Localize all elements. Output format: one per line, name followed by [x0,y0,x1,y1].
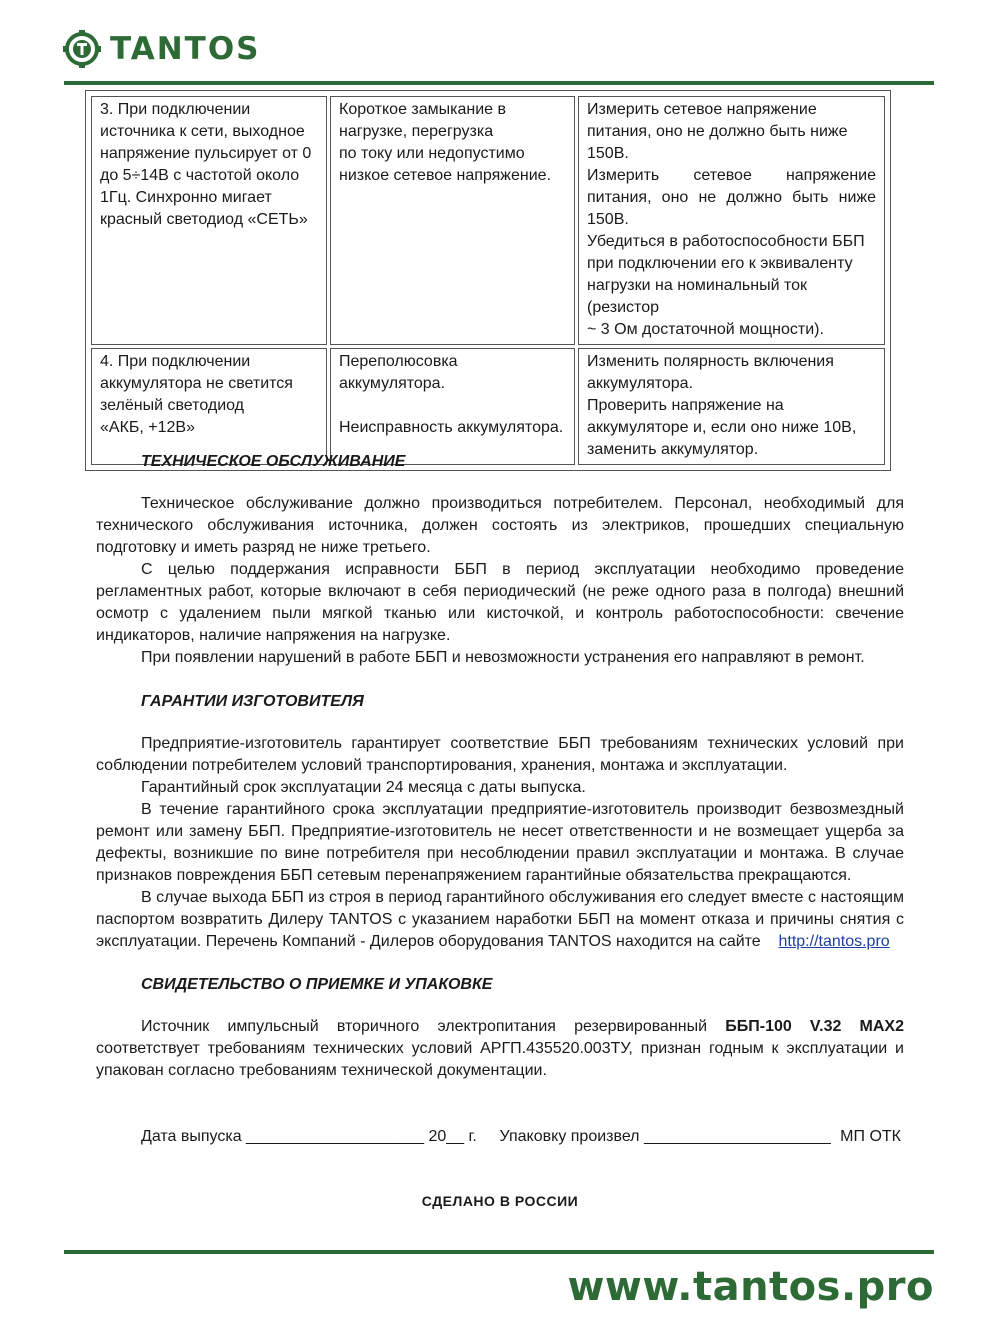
maintenance-heading: ТЕХНИЧЕСКОЕ ОБСЛУЖИВАНИЕ [141,453,406,470]
fault-table-row [91,96,885,345]
cell-text-line: питания, оно не должно быть ниже [587,189,876,206]
header-rule [64,81,934,85]
cell-text-line: 150В. [587,145,629,162]
brand-name: TANTOS [110,31,261,67]
warranty-paragraph: В течение гарантийного срока эксплуатации предприятие-изготовитель производит безвозмездный ремонт или замену ББП. Предприятие-изготовитель не несет ответственности и не возмещает ущерба за дефекты, возникшие по вине потребителя при несоблюдении правил эксплуатации и монтажа. В случае признаков повреждения ББП сетевым перенапряжением гарантийные обязательства прекращаются. [96,801,904,884]
maintenance-paragraph: С целью поддержания исправности ББП в период эксплуатации необходимо проведение регламентных работ, которые включают в себя периодический (не реже одного раза в полгода) внешний осмотр с удалением пыли мягкой тканью или кисточкой, и контроль работоспособности: свечение индикаторов, наличие напряжения на нагрузке. [96,561,904,644]
fault-cause-cell [330,96,575,345]
cell-text-line: Проверить напряжение на [587,397,784,414]
signature-row [141,1128,901,1146]
stamp-label: МП ОТК [840,1128,901,1145]
warranty-dealer-text: В случае выхода ББП из строя в период гарантийного обслуживания его следует вместе с настоящим паспортом возвратить Дилеру TANTOS с указанием наработки ББП на момент отказа и причины снятия с эксплуатации. Перечень Компаний - Дилеров оборудования TANTOS находится на сайте [96,889,904,950]
fault-table [85,90,891,471]
cell-text-line: напряжение пульсирует от 0 [100,145,312,162]
cell-text-line: аккумулятора. [587,375,694,392]
cell-text-line: ~ 3 Ом достаточной мощности). [587,321,824,338]
fault-problem-cell [91,348,327,465]
fault-cause-cell [330,348,575,465]
cell-text-line: до 5÷14В с частотой около [100,167,300,184]
maintenance-paragraph: При появлении нарушений в работе ББП и невозможности устранения его направляют в ремонт. [141,649,865,666]
certificate-text-end: соответствует требованиям технических условий АРГП.435520.003ТУ, признан годным к эксплуатации и упакован согласно требованиям технической документации. [96,1040,904,1079]
certificate-paragraph [96,1016,904,1082]
release-date-field: Дата выпуска ____________________ 20__ г. [141,1128,477,1145]
cell-text-line: 3. При подключении [100,101,251,118]
tantos-gear-logo-icon [62,29,102,69]
cell-text-line: Убедиться в работоспособности ББП [587,233,865,250]
fault-remedy-cell [578,348,885,465]
warranty-heading: ГАРАНТИИ ИЗГОТОВИТЕЛЯ [141,693,364,710]
cell-text-line: красный светодиод «СЕТЬ» [100,211,308,228]
fault-table-row [91,348,885,465]
fault-problem-cell [91,96,327,345]
cell-text-line [339,395,566,417]
cell-text-line: по току или недопустимо [339,145,525,162]
warranty-paragraph: Гарантийный срок эксплуатации 24 месяца с даты выпуска. [141,779,586,796]
warranty-paragraph [96,887,904,953]
cell-text-line: «АКБ, +12В» [100,419,195,436]
cell-text-line: Изменить полярность включения [587,353,834,370]
fault-remedy-cell [578,96,885,345]
cell-text-line: при подключении его к эквиваленту [587,255,853,272]
cell-text-line: питания, оно не должно быть ниже [587,123,848,140]
cell-text-line: зелёный светодиод [100,397,245,414]
cell-text-line: низкое сетевое напряжение. [339,167,552,184]
product-model: ББП-100 V.32 MAX2 [725,1018,904,1035]
brand-logo [62,28,261,70]
cell-text-line: 150В. [587,211,629,228]
certificate-heading: СВИДЕТЕЛЬСТВО О ПРИЕМКЕ И УПАКОВКЕ [141,976,493,993]
cell-text-line: Переполюсовка аккумулятора. [339,353,463,392]
cell-text-line: заменить аккумулятор. [587,441,759,458]
certificate-section [96,976,904,1082]
footer-rule [64,1250,934,1254]
cell-text-line: нагрузке, перегрузка [339,123,494,140]
warranty-paragraph: Предприятие-изготовитель гарантирует соответствие ББП требованиям технических условий при соблюдении потребителем условий транспортирования, хранения, монтажа и эксплуатации. [96,735,904,774]
certificate-text-start: Источник импульсный вторичного электропитания резервированный [141,1018,708,1035]
made-in-label: СДЕЛАНО В РОССИИ [421,1193,579,1209]
cell-text-line: аккумуляторе и, если оно ниже 10В, [587,419,857,436]
cell-text-line: источника к сети, выходное [100,123,305,140]
packed-by-field: Упаковку произвел _____________________ [499,1128,831,1145]
cell-text-line: Короткое замыкание в [339,101,507,118]
maintenance-paragraph: Техническое обслуживание должно производиться потребителем. Персонал, необходимый для технического обслуживания источника, должен состоять из электриков, прошедших специальную подготовку и иметь разряд не ниже третьего. [96,495,904,556]
cell-text-line: Измерить сетевое напряжение [587,167,876,184]
cell-text-line: аккумулятора не светится [100,375,293,392]
cell-text-line: нагрузки на номинальный ток (резистор [587,277,812,316]
maintenance-section [96,453,904,669]
dealers-link[interactable]: http://tantos.pro [778,933,890,950]
warranty-section [96,693,904,953]
cell-text-line: Неисправность аккумулятора. [339,419,564,436]
cell-text-line: Измерить сетевое напряжение [587,101,817,118]
website-footer: www.tantos.pro [567,1264,934,1310]
cell-text-line: 1Гц. Синхронно мигает [100,189,272,206]
cell-text-line: 4. При подключении [100,353,251,370]
